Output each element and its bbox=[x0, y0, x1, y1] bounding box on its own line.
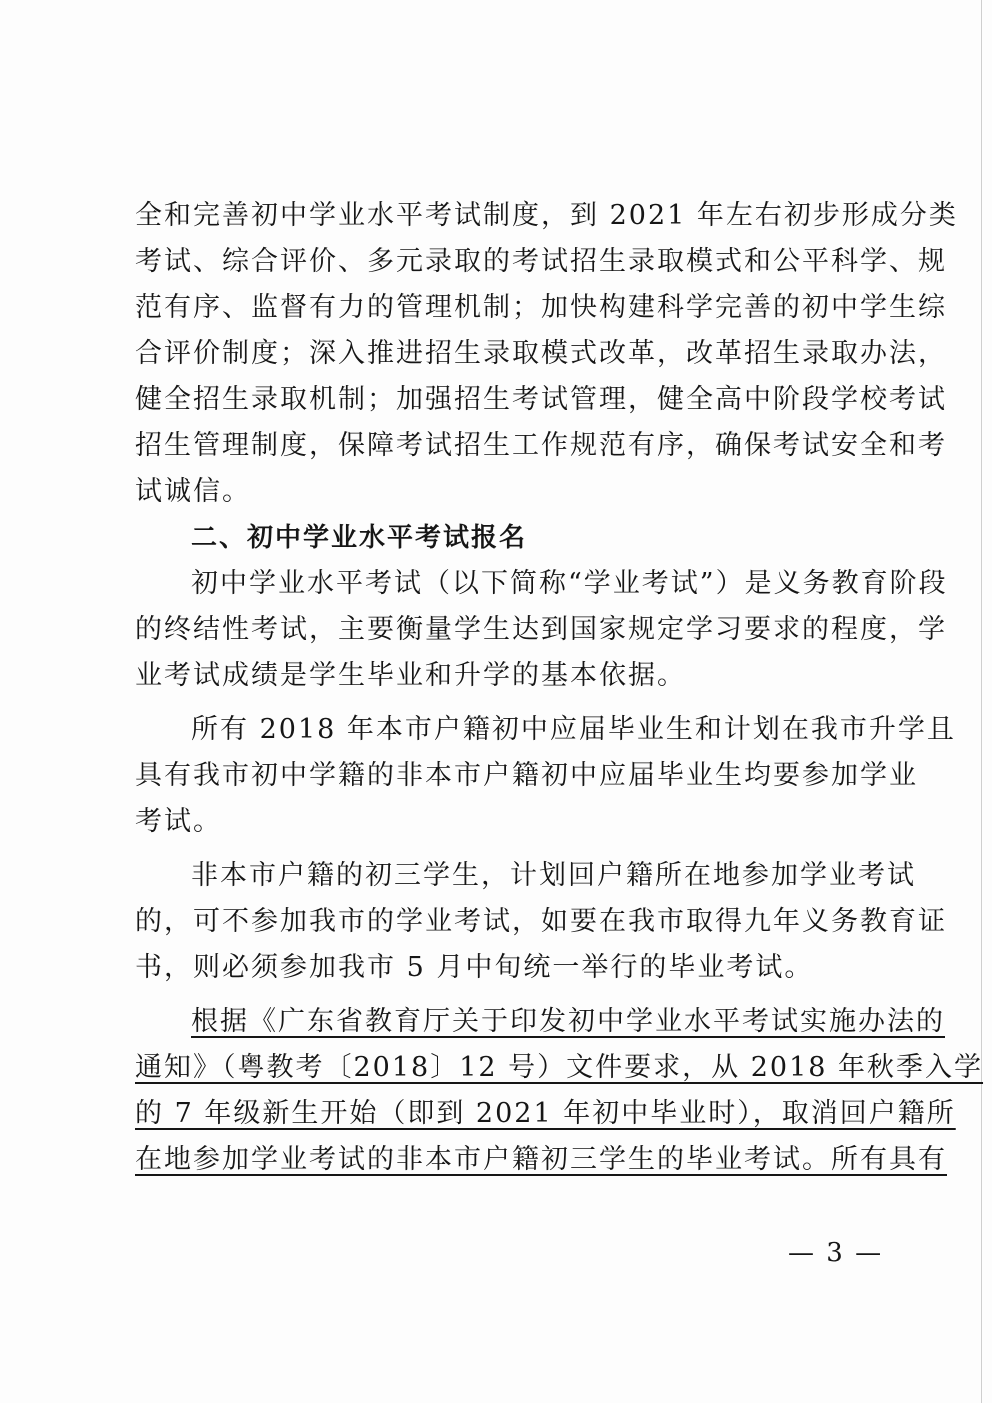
paragraph-2-line: 初中学业水平考试（以下简称“学业考试”）是义务教育阶段 bbox=[191, 568, 948, 599]
paragraph-1-line: 健全招生录取机制；加强招生考试管理，健全高中阶段学校考试 bbox=[135, 384, 947, 415]
paragraph-3-line: 具有我市初中学籍的非本市户籍初中应届毕业生均要参加学业 bbox=[135, 760, 918, 791]
underlined-text: 的 7 年级新生开始（即到 2021 年初中毕业时），取消回户籍所 bbox=[135, 1098, 956, 1129]
paragraph-5-line bbox=[135, 1091, 956, 1137]
paragraph-1-line: 考试、综合评价、多元录取的考试招生录取模式和公平科学、规 bbox=[135, 246, 947, 277]
document-body bbox=[135, 193, 984, 1183]
paragraph-1-line: 试诚信。 bbox=[135, 476, 251, 507]
paragraph-1-line: 招生管理制度，保障考试招生工作规范有序，确保考试安全和考 bbox=[135, 430, 947, 461]
paragraph-1-line: 合评价制度；深入推进招生录取模式改革，改革招生录取办法， bbox=[135, 338, 947, 369]
section-heading: 二、初中学业水平考试报名 bbox=[191, 523, 528, 553]
page-edge-line bbox=[981, 0, 982, 1403]
paragraph-3-line: 所有 2018 年本市户籍初中应届毕业生和计划在我市升学且 bbox=[191, 714, 956, 745]
paragraph-4-line: 书，则必须参加我市 5 月中旬统一举行的毕业考试。 bbox=[135, 952, 814, 983]
paragraph-5-line bbox=[135, 1045, 984, 1091]
paragraph-1-line: 范有序、监督有力的管理机制；加快构建科学完善的初中学生综 bbox=[135, 292, 947, 323]
paragraph-3-line: 考试。 bbox=[135, 806, 222, 837]
underlined-text: 在地参加学业考试的非本市户籍初三学生的毕业考试。所有具有 bbox=[135, 1144, 947, 1175]
paragraph-4-line: 的，可不参加我市的学业考试，如要在我市取得九年义务教育证 bbox=[135, 906, 947, 937]
underlined-text: 根据《广东省教育厅关于印发初中学业水平考试实施办法的 bbox=[191, 1006, 945, 1037]
paragraph-5-line bbox=[135, 1137, 947, 1183]
paragraph-5-line bbox=[135, 999, 945, 1045]
paragraph-1-line: 全和完善初中学业水平考试制度，到 2021 年左右初步形成分类 bbox=[135, 200, 958, 231]
page-number: — 3 — bbox=[788, 1238, 884, 1268]
underlined-text: 通知》（粤教考〔2018〕12 号）文件要求，从 2018 年秋季入学 bbox=[135, 1052, 984, 1083]
paragraph-4-line: 非本市户籍的初三学生，计划回户籍所在地参加学业考试 bbox=[191, 860, 916, 891]
paragraph-2-line: 的终结性考试，主要衡量学生达到国家规定学习要求的程度，学 bbox=[135, 614, 947, 645]
paragraph-2-line: 业考试成绩是学生毕业和升学的基本依据。 bbox=[135, 660, 686, 691]
